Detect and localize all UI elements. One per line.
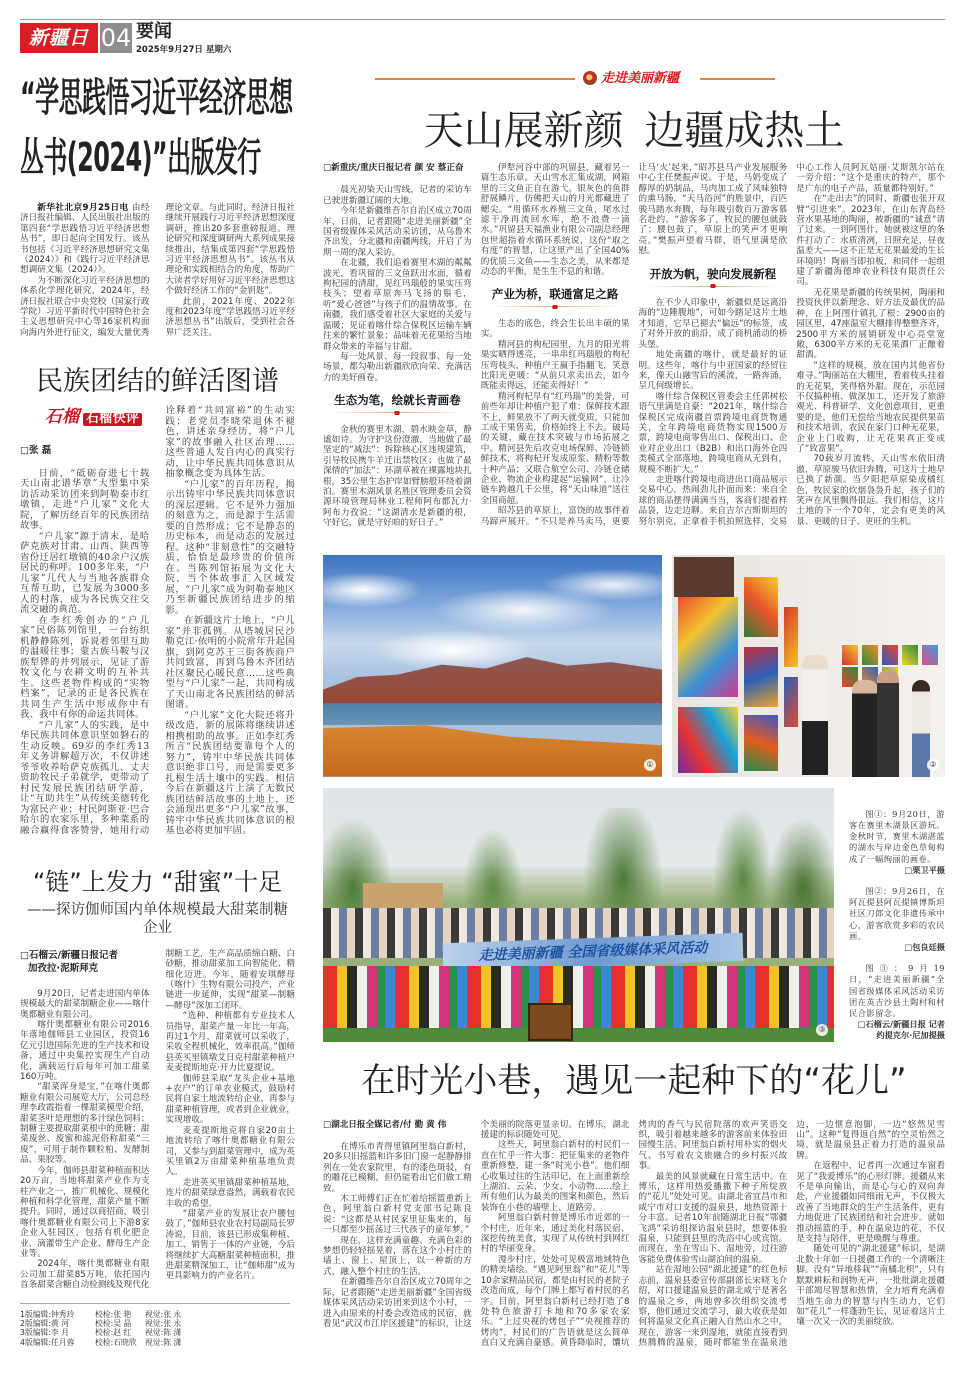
paragraph: 精河枸杞早有“红玛瑙”的美誉，可前些年却让种植户犯了难：保鲜技术跟不上，鲜果放不了两天就变质，只能加工成干果售卖，价格始终上不去。破局的关键，藏在技术突破与市场拓展之中。精河县先后攻克电场保鲜、冷链锁鲜技术，将枸杞开发成原浆、精粉等数十种产品；又联合航空公司、冷链仓储企业、物流企业构建起“运输网”，让冷链车跨越几千公里，将“天山味道”送往全国商超。 xyxy=(480,391,630,506)
sugar-body xyxy=(20,949,295,1291)
paragraph: 喀什综合保税区管委会主任郭树松语气里满是自豪：“2021年，喀什综合保税区完成南疆首票跨境电商货物通关，全年跨境电商货物实现1500万票，跨境电商零售出口、保税出口、企业对企业出口（B2B）和出口海外仓四类模式全部落地，跨境电商从无到有，规模不断扩大。” xyxy=(638,391,788,475)
paragraph: 现在，这样充满童趣、充满色彩的梦想仍轻轻摇晃着，落在这个小村庄的墙上、窗上、屋顶上，以一种新的方式，融入整个村庄的生活。 xyxy=(323,1235,472,1277)
byline-line: □石榴云/新疆日报记者 xyxy=(20,949,118,961)
footer-rule xyxy=(20,1303,290,1304)
paragraph: 金秋的赛里木湖，碧水映金草，静谧如诗。为守护这份澄澈，当地做了最坚定的“减法”：拆除核心区违规建筑，引导牧民携牛羊迁出禁牧区；也做了最深情的“加法”：环湖草被在裸露地块扎根，35公里生态护岸如臂膀般环绕着湖泊。赛里木湖风景名胜区管理委员会资源环境管理局林业工程师阿布都瓦力·阿布力孜说：“这湖清水是新疆的根，守好它，就是守好咱的好日子。” xyxy=(323,424,472,529)
lake-water xyxy=(323,703,662,725)
caption-1 xyxy=(849,809,945,876)
credit-row xyxy=(20,1328,295,1337)
proofreader: 校检:赵 红 xyxy=(95,1328,132,1338)
editor-credits xyxy=(20,1310,295,1348)
credit-row xyxy=(20,1338,295,1347)
top-rule xyxy=(20,19,945,20)
sugar-subtitle: ——探访伽师国内单体规模最大甜菜制糖企业 xyxy=(27,901,288,936)
caption-text: 图③：9月19日，“走进美丽新疆”全国省级媒体采风活动采访团在英吉沙县土陶村和村民合影留念。 xyxy=(849,963,945,1018)
paragraph: 此前，2021年度、2022年度和2023年度“学思践悟习近平经济思想丛书”出版后，受到社会各界广泛关注。 xyxy=(165,296,295,338)
paragraph: “户儿家”源于清末，是哈萨克族对甘肃、山西、陕西等省份迁居红墩镇的40余户汉族居民的称呼。100多年来，“户儿家”几代人与当地各族群众互帮互助，已发展为3000多人的村落，成为各民族交往交流交融的典范。 xyxy=(20,530,150,616)
paragraph: 在新疆这片土地上，“户儿家”并非孤例。从塔城居民沙勒克江·依明的小院常年升起国旗，到阿克苏王三街各族商户共同致富，再到乌鲁木齐团结社区聚民心暖民意……这些典型与“户儿家”一起，共同构成了天山南北各民族团结的鲜活图谱。 xyxy=(165,615,295,711)
paragraph: 走进喀什跨境电商进出口商品展示交易中心，热闹劲儿扑面而来：来自全球的商品摆得满满当当，客商们提着样品袋，边走边聊。来自吉尔吉斯斯坦的努尔别克，正拿着手机拍照选样，交易中心工作人员阿瓦姑丽·艾斯凯尔站在一旁介绍：“这个是重庆的特产，那个是广东的电子产品，质量都特别好。” xyxy=(638,163,945,527)
book-headline-box xyxy=(20,68,295,190)
byline: □湖北日报全媒记者/付 勤 黄 伟 xyxy=(323,1119,447,1130)
paragraph: 随处可见的“湖北援建”标识，是湖北数十年如一日援疆工作的一个清晰注脚。没有“异地移栽”“南橘北枳”，只有默默耕耘和润物无声，一批批湖北援疆干部竭尽智慧和热情，全力培育充满着当地生命力的智慧与内生动力，它们如“花儿”一样蓬勃生长，见证着这片土壤一次又一次的美丽绽放。 xyxy=(796,1244,945,1328)
paragraph: 喀什奥都糖业有限公司2016年落地伽师县工业园区，投资16亿元引进国际先进的生产技术和设备，通过中央集控实现生产自动化，满载运行后每年可加工甜菜160万吨。 xyxy=(20,1020,150,1083)
photo-number: ① xyxy=(644,759,656,771)
instrument-stand xyxy=(528,1003,573,1041)
paragraph: 最美的风景就藏在日常生活中。在博乐，这样用热爱播撒下种子所绽放的“花儿”处处可见。由湖北省宜昌市和咸宁市对口支援的温泉县，地热资源十分丰富。记者10年前随湖北日报“鄂疆飞鸿”采访组探访温泉县时，想要体验温泉，只能到县里的洗浴中心或宾馆。而现在，坐在雪山下、湿地旁，过往游客能免费体验雪山湖泊间的温泉。 xyxy=(638,1171,788,1265)
paragraph: 伽师县采取“龙头企业+基地+农户”的订单农业模式，鼓励村民将自家土地流转给企业，再参与甜菜种植管理，或者到企业就业，实现增收。 xyxy=(165,1073,295,1126)
column-banner xyxy=(375,70,775,88)
proofreader: 校检:吴 晶 xyxy=(95,1318,132,1328)
proofreader: 校检:张 艳 xyxy=(95,1309,132,1319)
paragraph: 漫步村庄，处处可见极富地域特色的精美墙绘。“遇见阿里翁”和“花儿”等10余家精品民宿，都是由村民的老院子改造而成，每个门牌上都写着村民的名字。目前，阿里翁白新村已经打造了8处特色旅游打卡地和70多家农家乐。“上过央视的烤包子”“央视推荐的烤肉”，村民们的广告语就是这么简单直白又充满自豪感。黄昏降临时，馕坑烤肉的香气与民宿院落的欢声笑语交织，吸引着越来越多的游客前来体验田园慢生活。阿里翁白新村用朴实的烟火气、书写着农文旅融合的乡村振兴故事。 xyxy=(480,1119,788,1349)
byline: □新重庆/重庆日报记者 颜 安 蔡正奋 xyxy=(323,163,464,173)
photo-number: ③ xyxy=(816,1024,828,1036)
paragraph: 在“走出去”的同时，新疆也张开双臂“引进来”。2023年，在山东青岛经营水果基地的陶丽，被新疆的“诚意”请了过来。一到阿图什，她就被这里的条件打动了：水质清冽，日照充足，昼夜温差大——这不正是无花果最爱的生长环境吗！陶丽当即拍板，和同伴一起组建了新疆海德坤农业科技有限责任公司。 xyxy=(796,194,945,288)
left-column xyxy=(20,68,295,1347)
paragraph: 伊犁河谷中部的巩留县，藏着另一篇生态乐章。天山雪水汇集成湖，网箱里的三文鱼正自在游弋。银灰色的鱼群舒展鳞片，仿佛把天山的月光都藏进了鳃尖。“用循环水养殖三文鱼，尾水过滤干净再流回水库，绝不浪费一滴水。”巩留县天福渔业有限公司副总经理包世超指着水循环系统说，这份“取之有度”的智慧，让这里产出了全国40%的优质三文鱼——生态之美，从来都是动态的平衡，是生生不息的和谐。 xyxy=(480,163,630,278)
proofreader: 校检:石晓欣 xyxy=(95,1337,137,1347)
paragraph: “户儿家”文化大院还将升级改造，新的展陈将继续讲述相携相助的故事。正如李红秀所言“民族团结要靠每个人的努力”，铸牢中华民族共同体意识绝非口号，而是需要更多扎根生活土壤中的实践。相信今后在新疆这片上演了无数民族团结鲜活故事的土地上，还会涌现出更多“户儿家”故事，铸牢中华民族共同体意识的根基也必将更加牢固。 xyxy=(165,709,295,837)
visitor-figure xyxy=(802,655,828,775)
paragraph: 日前，“砥砺奋进七十载 天山南北谱华章”大型集中采访活动采访团来到阿勒泰市红墩镇，走进“户儿家”文化大院，了解历经百年的民族团结故事。 xyxy=(20,467,150,532)
photo-number: ② xyxy=(927,759,939,771)
photo-gallery xyxy=(672,555,945,777)
group-photo-row xyxy=(323,788,945,1042)
paragraph: 9月20日，记者走进国内单体规模最大的甜菜制糖企业——喀什奥都糖业有限公司。 xyxy=(20,988,150,1020)
paragraph: 这些天，阿里翁白新村的村民们一直在忙乎一件大事：把征集来的老物件重新修整，建一条“时光小巷”。他们细心收集过往的生活印记，在上面重新绘上湖泊、云朵、少女、小动物……绘上所有他们认为最美的图案和颜色，然后装饰在小巷的墙壁上、道路旁。 xyxy=(480,1140,630,1213)
book-article-body xyxy=(20,203,295,338)
paragraph: 地处南疆的喀什，就是最好的证明。这些年，喀什与中亚国家的经贸往来，像天山融雪后的溪流，一路奔涌，呈几何级增长。 xyxy=(638,350,788,392)
banner-emblem-icon xyxy=(583,71,597,85)
issue-date: 2025年9月27日 星期六 xyxy=(136,45,232,55)
photo-captions xyxy=(849,809,945,1042)
tianshan-body xyxy=(323,163,945,529)
paragraph: 为不断深化习近平经济思想的体系化学理化研究，2024年，经济日报社联合中央党校（国家行政学院）习近平新时代中国特色社会主义思想研究中心等16家机构面向海内外进行征文，编发大量优秀理论文章。与此同时，经济日报社继续开展践行习近平经济思想深度调研，推出20多套重磅报道。理论研究和深度调研两大系列成果接续推出，结集成第四套“学思践悟习近平经济思想丛书”。该丛书从理论和实践相结合的角度，帮助广大读者学好用好习近平经济思想这个做好经济工作的“金钥匙”。 xyxy=(20,203,295,338)
paragraph: 在返程中，记者再一次通过车窗看见了“我爱博乐”的心形灯牌。援疆从来不是单向输出，而是心与心的双向奔赴，产业援疆如同细雨无声，不仅极大改善了当地群众的生产生活条件，更有力地促进了民族团结和社会进步。就如推动摇篮的手，种在温泉边的花，不仅是支持与陪伴，更是唤醒与尊重。 xyxy=(796,1161,945,1245)
paragraph: 70载岁月流转，天山雪水依旧清澈，草原骏马依旧奔腾，可这片土地早已换了新颜。当夕阳把草原染成橘红色，牧民家的炊烟袅袅升起，孩子们的笑声在风里飘得很远。我们相信，这片土地的下一个70年，定会有更美的风景、更暖的日子、更旺的生机。 xyxy=(796,454,945,527)
designer: 视觉:张 永 xyxy=(145,1318,182,1328)
paragraph: 在不少人印象中，新疆似是远离沿海的“边陲腹地”，可如今踏足这片土地才知道，它早已褪去“偏远”的标签，成了对外开放的前沿，成了商机涌动的桥头堡。 xyxy=(638,298,788,350)
paragraph: “户儿家”人的实践，是中华民族共同体意识坚如磐石的生动反映。69岁的李红秀13年义务讲解超万次，不仅讲述爷爷收养哈萨克族孤儿、丈夫资助牧民子弟就学，更带动了村民发展民族团结研学游，让“互助共生”从传统美德转化为富民产业；村民阿斯亚·巴合哈尔的农家乐里，多种菜系的融合赢得食客赞誉，她用行动诠释着“共同富裕”的生动实践；老党员李晓荣退休不褪色，讲述亲身经历，将“户儿家”的故事融入社区治理……这些普通人发自内心的真实行动，让中华民族共同体意识从抽象概念变为具体生活。 xyxy=(20,405,295,836)
paragraph: 生态的底色，终会生长出丰硕的果实。 xyxy=(480,318,630,340)
sugar-headline: “链”上发力 “甜蜜”十足 xyxy=(32,867,283,896)
paragraph: 今年，伽师县甜菜种植面积达20万亩，当地将甜菜产业作为支柱产业之一，推广机械化、规模化种植和科学化管理，甜菜产量不断提升。同时，通过以商招商，吸引喀什奥都糖业有限公司上下游8家企业入驻园区，包括有机化肥企业、滴灌带生产企业、酵母生产企业等。 xyxy=(20,1165,150,1259)
photo-sayram-lake xyxy=(323,555,662,777)
editor: 2版编辑:黄 河 xyxy=(20,1318,70,1328)
column-logo-text: 石榴快评 xyxy=(83,413,142,426)
paragraph: 木工师傅们正在忙着给摇篮重新上色，阿里翁白新村党支部书记陈良说：“这都是从村民家里征集来的，每一只都至少摇荡过三代孩子的童年梦。” xyxy=(323,1194,472,1236)
designer: 视觉:张 永 xyxy=(145,1309,182,1319)
caption-text: 图②：9月26日，在阿瓦提县阿瓦提镇博斯坦社区刀郎文化非遗传承中心，游客欣赏多彩的农民画。 xyxy=(849,885,945,941)
caption-2 xyxy=(849,886,945,953)
paragraph: 无花果是新疆的传统果树，陶丽和投资伙伴以新理念、好方法及最优的品种，在上阿图什镇扎了根：2900亩的园区里，47座温室大棚排得整整齐齐，2500平方米的展销研发中心亮堂宽敞，6300平方米的无花果酒厂正酿着甜酒。 xyxy=(796,287,945,361)
subheading: 开放为帆，驶向发展新程 xyxy=(639,257,788,298)
crowd-front-row xyxy=(323,966,834,1028)
paragraph: “这样的规模，放在国内其他省份难寻。”陶丽站在大棚里，看着枝头挂着的无花果，笑得格外甜。现在，示范园不仅搞种植、做深加工，还开发了旅游观光、科普研学、文化创意项目，更重要的是，他们无偿给当地农民提供果苗和技术培训，农民在家门口种无花果，企业上门收购，让无花果真正变成了“致富果”。 xyxy=(796,360,945,454)
paragraph-text: 由经济日报社编辑、人民出版社出版的第四套“学思践悟习近平经济思想丛书”，即日起向全国发行。该丛书包括《习近平经济思想研究文集（2024）》和《践行习近平经济思想调研文集（2024）》。 xyxy=(20,203,150,276)
byline: □张 磊 xyxy=(20,445,52,457)
paragraph: 2024年，喀什奥都糖业有限公司加工甜菜85万吨，依托国内首条甜菜含糖自动检测线及现代化制糖工艺，生产高品质绵白糖、白砂糖，推动甜菜加工向智能化、精细化迈进。今年，随着安琪酵母（喀什）生物有限公司投产，产业链进一步延伸，实现“甜菜—制糖—酵母”深加工闭环。 xyxy=(20,948,295,1291)
byline-line: 加孜拉·泥斯拜克 xyxy=(28,962,99,974)
photo-credit: □包良廷摄 xyxy=(904,941,945,952)
paragraph: 在新疆维吾尔自治区成立70周年之际，记者跟随“走进美丽新疆”全国省级媒体采风活动采访团来到这个小村，一进入由原来的村委会改造成的民宿，就看见“武汉市江岸区援建”的标识，让这个美丽的院落更显亲切。在博乐，湖北援建的标识随处可见。 xyxy=(323,1119,630,1329)
flowers-headline: 在时光小巷，遇见一起种下的“花儿” xyxy=(361,1060,907,1101)
editor: 3版编辑:李 月 xyxy=(20,1328,70,1338)
paragraph: “选种、种植都有专业技术人员指导，甜菜产量一年比一年高，再过1个月，甜菜就可以采收了，采收全程机械化，效率很高。”伽师县英买里镇墩艾日克村甜菜种植户麦麦提斯地克·开力比夏提说。 xyxy=(165,1011,295,1074)
byline xyxy=(20,949,150,975)
golden-meadow xyxy=(323,720,662,777)
photo-row xyxy=(323,555,945,777)
paragraph: “甜菜浑身是宝，”在喀什奥都糖业有限公司展览大厅，公司总经理李政霞指着一棵甜菜模型介绍，甜菜茎叶是理想的多汁绿色饲料；制糖主要提取甜菜根中的蔗糖；甜菜废丝、废蜜和滤泥俗称甜菜“三废”，可用于制作颗粒粕、发酵制品、果胶等。 xyxy=(20,1082,150,1166)
flowers-body xyxy=(323,1120,945,1369)
paragraph: “户儿家”的百年历程，揭示出铸牢中华民族共同体意识的深层逻辑。它不是外力强加的刻意为之，而是源于生活需要的自然形成；它不是静态的历史标本，而是动态的发展过程。这种“非刻意性”的交融特质，恰恰是最珍贵的价值所在。当陈列馆拓展为文化大院，当个体故事汇入区域发展，“户儿家”成为阿勒泰地区乃至新疆民族团结进步的缩影。 xyxy=(165,478,295,616)
photo-credit: □石榴云/新疆日报 记者 约提克尔·尼加提摄 xyxy=(857,1019,945,1041)
masthead-logo: 新疆日报 xyxy=(20,23,98,53)
paragraph xyxy=(20,203,150,276)
designer: 视觉:陈 潇 xyxy=(145,1337,182,1347)
column-logo xyxy=(45,407,140,436)
designer: 视觉:陈 潇 xyxy=(145,1328,182,1338)
activity-banner: 走进美丽新疆 全国省级媒体采风活动 xyxy=(443,932,744,970)
section-name: 要闻 xyxy=(136,21,172,42)
right-column xyxy=(323,70,945,1369)
commentary-headline: 民族团结的鲜活图谱 xyxy=(36,366,279,398)
editor: 4版编辑:任月蓉 xyxy=(20,1337,75,1347)
paragraph: 阿里翁白新村曾是博乐市近郊的一个村庄，近年来，通过美化村落民宿、深挖传统美食，实现了从传统村到网红村的华丽变身。 xyxy=(480,1213,630,1255)
commentary-body xyxy=(20,406,295,837)
photo-credit: □栗卫平摄 xyxy=(904,864,945,875)
paragraph: 晨光初染天山雪线，记者的采访车已驶进新疆辽阔的大地。 xyxy=(323,185,472,206)
caption-3 xyxy=(849,963,945,1041)
credit-row xyxy=(20,1310,295,1319)
subheading: 产业为桥，联通富足之路 xyxy=(481,277,630,318)
banner-text: 走进美丽新疆 xyxy=(601,71,680,86)
banner-rule xyxy=(700,78,775,80)
pomegranate-logo-icon: 石榴 xyxy=(45,407,80,428)
credit-row xyxy=(20,1319,295,1328)
paragraph: “甜菜产业的发展让农户腰包鼓了，”伽师县农业农村局副局长罗涛说，目前，该县已形成集种植、加工、销售于一体的产业链，今后将继续扩大高糖甜菜种植面积，推进甜菜精深加工，让“伽师甜”成为更具影响力的产业名片。 xyxy=(165,1208,295,1282)
visitor-figure xyxy=(852,680,878,777)
photo-group xyxy=(323,788,834,1042)
paragraph: 在博乐市青得里镇阿里翁白新村，20多只旧摇篮和许多旧门窗一起静静排列在一处农家院里，有的漆色斑驳，有的雕花已模糊，但仍能看出它们做工精致。 xyxy=(323,1142,472,1194)
lawn xyxy=(323,1028,834,1042)
paragraph: 在李红秀创办的“户儿家”民俗陈列馆里，一台纺织机静静陈列，诉说着邻里互助的温暖往事；蒙古族马鞍与汉族犁铧的并列展示，见证了游牧文化与农耕文明的互补共生。这些老物件构成的“实物档案”，记录的正是各民族在共同生产生活中形成你中有我、我中有你的命运共同体。 xyxy=(20,614,150,721)
paragraph: 今年是新疆维吾尔自治区成立70周年，日前，记者跟随“走进美丽新疆”全国省级媒体采风活动采访团，从乌鲁木齐出发，分北疆和南疆两线，开启了为期一周的深入采访。 xyxy=(323,206,472,258)
headline-line: “学思践悟习近平经济思想 xyxy=(20,75,293,121)
dateline: 新华社北京9月25日电 xyxy=(37,203,129,213)
banner-rule xyxy=(375,78,575,80)
paragraph: 走进英买里镇甜菜种植基地，连片的甜菜绿意盎然，满载着农民丰收的希望。 xyxy=(165,1177,295,1209)
paragraph: 站在湿地公园“湖北援建”的红色标志前，温泉县委宣传部副部长宋晓飞介绍，对口援建温泉县的湖北咸宁是著名的温泉之乡，两地曾多次组织交流考察，他们通过交流学习，最大收获是如何将温泉文化真正融入自然山水之中。现在，游客一来到湿地，就能直接看到热腾腾的温泉，随时都能坐在温泉池边，一边惬意泡脚，一边“悠然见雪山”。这种“复得返自然”的空灵怡然之境，就是温泉县正着力打造的温泉品牌。 xyxy=(638,1119,945,1349)
caption-text: 图①：9月20日，游客在赛里木湖景区游玩。金秋时节，赛里木湖湛蓝的湖水与岸边金色草甸构成了一幅绚丽的画卷。 xyxy=(849,808,945,864)
headline-line: 丛书(2024)”出版发行 xyxy=(20,135,261,181)
paragraph: 昭苏县的草原上，富饶的故事伴着马蹄声展开。“不只是养马卖马，更要让马‘火’起来，”昭苏县马产业发展服务中心主任樊振声说。于是，马奶变成了醇厚的奶制品，马肉加工成了风味独特的熏马肠，“天马浴河”的胜景中，百匹骏马踏水奔腾，每年吸引数百万游客慕名赴约。“游客多了，牧民的腰包就鼓了；腰包鼓了，草原上的笑声才更响亮。”樊振声望着马群，语气里满是欣慰。 xyxy=(480,163,788,527)
page-number: 04 xyxy=(100,24,132,52)
subheading: 生态为笔，绘就长青画卷 xyxy=(323,383,472,424)
paragraph: 精河县的枸杞园里，九月的阳光将果实晒得透亮，一串串红玛瑙般的枸杞压弯枝头，种植户王嬴手指翻飞，笑意比阳光更暖：“从前只求卖出去，如今既能卖得远，还能卖得好！” xyxy=(480,339,630,392)
tianshan-headline: 天山展新颜 边疆成热土 xyxy=(423,108,845,154)
editor: 1版编辑:钟秀玲 xyxy=(20,1309,75,1319)
paragraph: 每一处风景、每一段叙事、每一处场景，都勾勒出新疆欣欣向荣、充满活力的美好画卷。 xyxy=(323,351,472,383)
paragraph: 在北疆，我们追着赛里木湖的粼粼波光，看巩留的三文鱼跃出水面，循着枸杞园的清甜，见红玛瑙般的果实压弯枝头；望着草原奔马飞扬的鬃毛，听“爱心爸爸”与孩子们的温情故事。在南疆，我们感受着社区大家庭的关爱与温暖；见证着喀什综合保税区运输车辆往来的繁忙景象；品味着无花果给当地群众带来的幸福与甘甜。 xyxy=(323,258,472,352)
paragraph: 麦麦提斯地克将自家20亩土地流转给了喀什奥都糖业有限公司，又参与到甜菜管理中，成为英买里镇2万亩甜菜种植基地负责人。 xyxy=(165,1125,295,1178)
visitor-figure xyxy=(877,670,899,777)
book-headline xyxy=(20,68,296,188)
